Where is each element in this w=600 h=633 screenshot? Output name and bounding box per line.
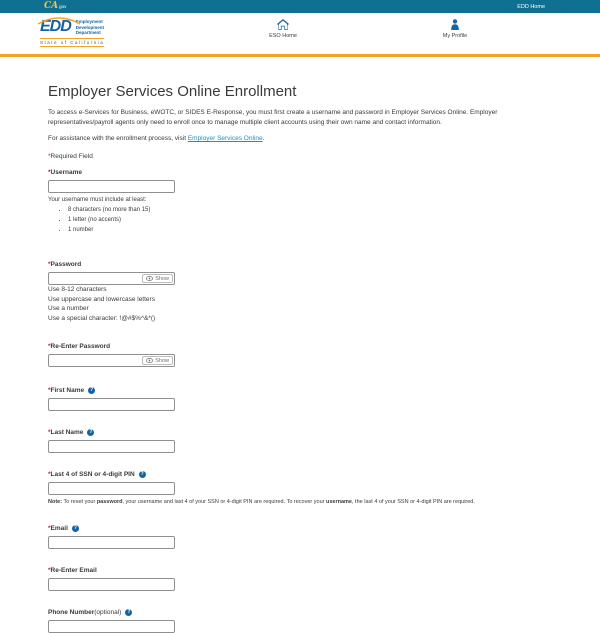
intro-paragraph: To access e-Services for Business, eWOTC, or SIDES E-Response, you must first create a username and password in Employer Services Online. Employer representatives/payroll agents only need to enroll once to manage multiple client accounts using their own name and contact information.	[48, 109, 498, 126]
password-required-asterisk: *	[48, 261, 51, 268]
ssn-pin-label	[48, 471, 552, 478]
last-name-label	[48, 429, 552, 436]
top-utility-bar	[0, 0, 600, 13]
nav-eso-home[interactable]	[248, 19, 318, 39]
ca-gov-logo[interactable]	[44, 2, 66, 11]
username-label	[48, 169, 552, 176]
ssn-pin-group	[48, 471, 552, 505]
edd-logo-line2: Development	[75, 24, 105, 30]
edd-home-link[interactable]: EDD Home	[517, 3, 545, 10]
reenter-email-label	[48, 567, 552, 574]
first-name-label-text: First Name	[50, 387, 85, 394]
first-name-input[interactable]	[48, 398, 175, 411]
ssn-pin-required-asterisk: *	[48, 471, 51, 478]
employer-services-online-link[interactable]: Employer Services Online	[187, 135, 263, 142]
password-show-label: Show	[155, 275, 169, 282]
reenter-email-input[interactable]	[48, 578, 175, 591]
phone-label	[48, 609, 552, 616]
phone-group	[48, 609, 552, 633]
phone-input[interactable]	[48, 620, 175, 633]
site-header	[0, 13, 600, 57]
edd-logo-tagline: State of California	[40, 39, 105, 45]
username-input[interactable]	[48, 180, 175, 193]
page-title: Employer Services Online Enrollment	[48, 83, 297, 100]
email-input[interactable]	[48, 536, 175, 549]
ca-gov-logo-script: CA	[44, 1, 59, 11]
nav-eso-home-label: ESO Home	[269, 33, 297, 39]
password-rule: Use 8-12 characters	[48, 286, 107, 293]
required-asterisk: *	[48, 153, 51, 160]
phone-optional-text: (optional)	[94, 609, 122, 616]
edd-logo-arc	[36, 16, 82, 24]
eye-icon	[146, 276, 153, 281]
first-name-label	[48, 387, 552, 394]
username-requirement: • 1 number	[68, 227, 552, 233]
email-required-asterisk: *	[48, 525, 51, 532]
required-field-note	[48, 153, 552, 160]
password-show-button[interactable]	[142, 274, 173, 283]
home-icon	[277, 19, 289, 30]
edd-logo-acronym: EDD	[40, 18, 71, 36]
ca-gov-logo-suffix: gov	[59, 4, 67, 9]
password-rule: Use a special character: !@#$%^&*()	[48, 314, 156, 322]
password-rule: Use uppercase and lowercase letters	[48, 295, 155, 303]
reenter-password-required-asterisk: *	[48, 343, 51, 350]
assistance-paragraph	[48, 134, 552, 144]
reenter-password-field	[48, 354, 175, 367]
required-field-text: Required Field	[50, 153, 93, 160]
reenter-password-show-label: Show	[155, 357, 169, 364]
first-name-group	[48, 387, 552, 411]
note-text: , your username and last 4 of your SSN or 4-digit PIN are required. To recover your	[122, 499, 326, 505]
first-name-required-asterisk: *	[48, 387, 51, 394]
assistance-text: For assistance with the enrollment process, visit	[48, 135, 188, 142]
username-requirement: • 1 letter (no accents)	[68, 217, 552, 223]
edd-logo-line1: Employment	[75, 19, 103, 24]
note-text: , the last 4 of your SSN or 4-digit PIN are required.	[352, 499, 475, 505]
password-label-text: Password	[50, 261, 82, 268]
email-label-text: Email	[50, 525, 68, 532]
ssn-pin-input[interactable]	[48, 482, 175, 495]
reenter-email-label-text: Re-Enter Email	[50, 567, 97, 574]
ssn-pin-help-icon[interactable]: ?	[140, 471, 144, 477]
username-label-text: Username	[50, 169, 82, 176]
reenter-password-label	[48, 343, 552, 350]
username-requirement: • 8 characters (no more than 15)	[68, 207, 552, 213]
last-name-help-icon[interactable]: ?	[89, 429, 93, 435]
email-label	[48, 525, 552, 532]
nav-my-profile[interactable]	[420, 19, 490, 39]
first-name-help-icon[interactable]: ?	[90, 387, 94, 393]
assistance-text-suffix: .	[262, 135, 265, 142]
note-text: To reset your	[62, 499, 97, 505]
reenter-password-show-button[interactable]	[142, 356, 173, 365]
note-label: Note:	[48, 499, 63, 505]
edd-logo[interactable]	[40, 19, 104, 47]
reenter-email-required-asterisk: *	[48, 567, 51, 574]
username-required-asterisk: *	[48, 169, 51, 176]
last-name-label-text: Last Name	[50, 429, 84, 436]
email-group	[48, 525, 552, 549]
person-icon	[450, 19, 460, 30]
phone-label-text: Phone Number	[48, 609, 95, 616]
password-rule: Use a number	[48, 305, 89, 312]
username-hint-title: Your username must include at least:	[48, 197, 147, 203]
username-requirements-list	[68, 207, 552, 233]
ssn-pin-label-text: Last 4 of SSN or 4-digit PIN	[50, 471, 135, 478]
note-bold-username: username	[326, 499, 352, 505]
reenter-password-label-text: Re-Enter Password	[50, 343, 111, 350]
password-label	[48, 261, 552, 268]
last-name-group	[48, 429, 552, 453]
password-group	[48, 261, 552, 323]
email-help-icon[interactable]: ?	[73, 525, 77, 531]
last-name-input[interactable]	[48, 440, 175, 453]
phone-help-icon[interactable]: ?	[127, 609, 131, 615]
reenter-password-group	[48, 343, 552, 367]
note-bold-password: password	[96, 499, 123, 505]
nav-my-profile-label: My Profile	[442, 33, 468, 39]
username-group	[48, 169, 552, 233]
password-field	[48, 272, 175, 285]
edd-logo-line3: Department	[75, 30, 101, 35]
reenter-email-group	[48, 567, 552, 591]
eye-icon	[146, 358, 153, 363]
enrollment-page	[0, 57, 600, 633]
ssn-pin-note	[48, 499, 552, 505]
last-name-required-asterisk: *	[48, 429, 51, 436]
